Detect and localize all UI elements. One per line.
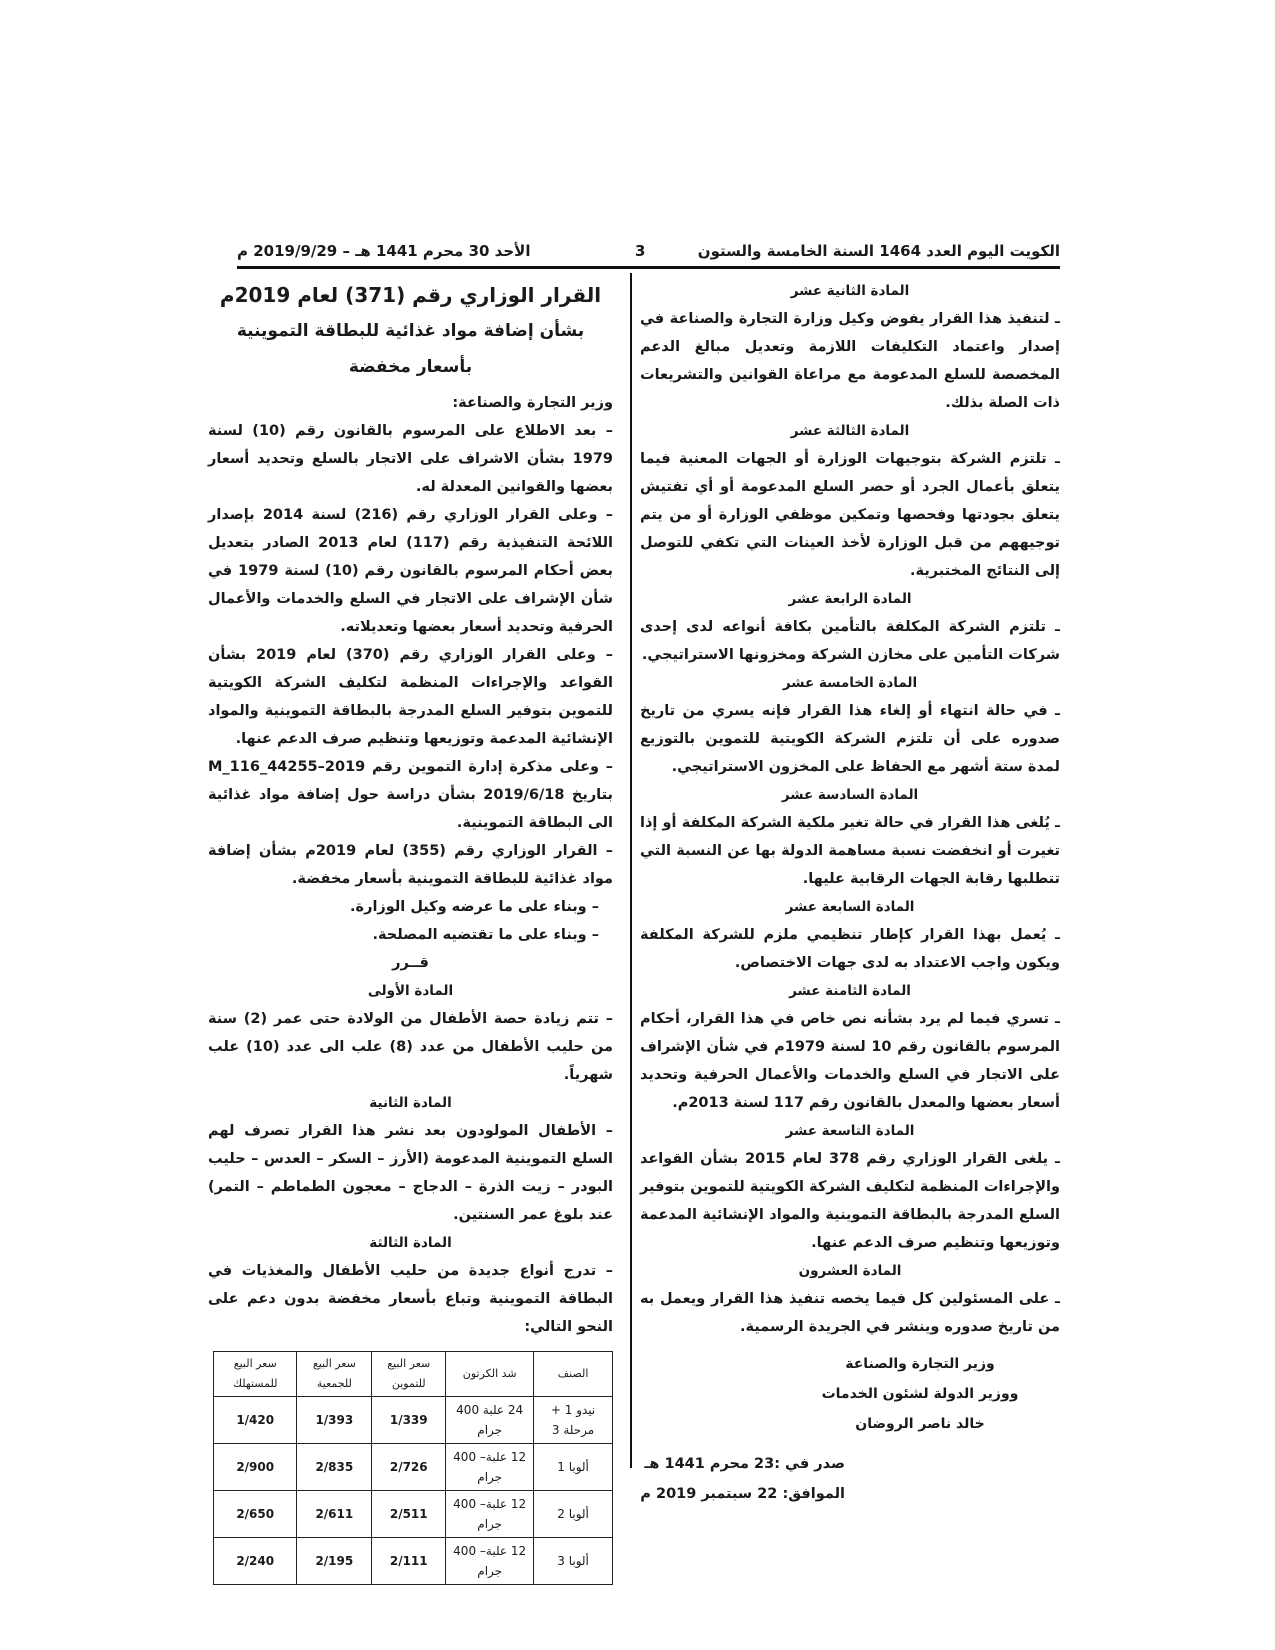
article-text: ـ يلغى القرار الوزاري رقم 378 لعام 2015 بشأن القواعد والإجراءات المنظمة لتكليف الشركة الكويتية للتموين بتوفير السلع المدرجة بالبطاقة التموينية والمواد الإنشائية المدعمة وتوزيعها وتنظيم صرف الدعم عنها. xyxy=(640,1151,1060,1251)
decided-heading: قــرر xyxy=(392,955,429,971)
table-row xyxy=(214,1491,613,1538)
table-cell: 24 علبة 400 جرام xyxy=(446,1397,534,1444)
preamble-item: – القرار الوزاري رقم (355) لعام 2019م بشأن إضافة مواد غذائية للبطاقة التموينية بأسعار مخفضة. xyxy=(208,843,613,887)
table-row xyxy=(214,1444,613,1491)
article-text: – الأطفال المولودون بعد نشر هذا القرار تصرف لهم السلع التموينية المدعومة (الأرز – السكر – العدس – حليب البودر – زيت الذرة – الدجاج – معجون الطماطم – التمر) عند بلوغ عمر السنتين. xyxy=(208,1123,613,1223)
column-divider xyxy=(630,273,632,1468)
table-header-row xyxy=(214,1352,613,1397)
article-text: ـ لتنفيذ هذا القرار يفوض وكيل وزارة التجارة والصناعة في إصدار واعتماد التكليفات اللازمة وتعديل مبالغ الدعم المخصصة للسلع المدعومة مع مراعاة القوانين والتشريعات ذات الصلة بذلك. xyxy=(640,311,1060,411)
table-cell: 2/611 xyxy=(297,1491,372,1538)
article-text: ـ يُعمل بهذا القرار كإطار تنظيمي ملزم للشركة المكلفة ويكون واجب الاعتداد به لدى جهات الاختصاص. xyxy=(640,927,1060,971)
minister-heading: وزير التجارة والصناعة: xyxy=(452,395,613,411)
table-cell: 2/111 xyxy=(372,1538,446,1585)
article-text: – تتم زيادة حصة الأطفال من الولادة حتى عمر (2) سنة من حليب الأطفال من عدد (8) علب الى عدد (10) علب شهرياً. xyxy=(208,1011,613,1083)
article-text: ـ تلتزم الشركة بتوجيهات الوزارة أو الجهات المعنية فيما يتعلق بأعمال الجرد أو حصر السلع المدعومة أو أي تفتيش يتعلق بجودتها وفحصها وتمكين موظفي الوزارة أو من يتم توجيههم من قبل الوزارة لأخذ العينات التي تكفي للتوصل إلى النتائج المختبرية. xyxy=(640,451,1060,579)
table-cell: 12 علبة– 400 جرام xyxy=(446,1538,534,1585)
left-column xyxy=(208,277,613,1585)
right-column xyxy=(640,277,1060,1509)
table-header-cell: شد الكرتون xyxy=(446,1352,534,1397)
article-17 xyxy=(640,893,1060,977)
table-cell: 1/393 xyxy=(297,1397,372,1444)
article-18 xyxy=(640,977,1060,1117)
table-cell: ألوبا 3 xyxy=(534,1538,613,1585)
preamble-item: – بعد الاطلاع على المرسوم بالقانون رقم (10) لسنة 1979 بشأن الاشراف على الاتجار بالسلع وتحديد أسعار بعضها والقوانين المعدلة له. xyxy=(208,423,613,495)
signatory-title-1: وزير التجارة والصناعة xyxy=(845,1356,995,1372)
article-title: المادة الثالثة xyxy=(369,1235,452,1251)
gazette-issue-info: الكويت اليوم العدد 1464 السنة الخامسة والستون xyxy=(697,242,1060,260)
article-text: ـ تلتزم الشركة المكلفة بالتأمين بكافة أنواعه لدى إحدى شركات التأمين على مخازن الشركة ومخزونها الاستراتيجي. xyxy=(640,619,1060,663)
preamble-item: – وعلى مذكرة إدارة التموين رقم M_116_44255–2019 بتاريخ 2019/6/18 بشأن دراسة حول إضافة مواد غذائية الى البطاقة التموينية. xyxy=(208,759,613,831)
article-title: المادة الرابعة عشر xyxy=(788,591,912,607)
table-cell: 1/420 xyxy=(214,1397,297,1444)
article-title: المادة الثالثة عشر xyxy=(790,423,910,439)
signature-block xyxy=(640,1349,1060,1439)
table-cell: 2/900 xyxy=(214,1444,297,1491)
article-text: ـ يُلغى هذا القرار في حالة تغير ملكية الشركة المكلفة أو إذا تغيرت أو انخفضت نسبة مساهمة الدولة بها عن النسبة التي تتطلبها رقابة الجهات الرقابية عليها. xyxy=(640,815,1060,887)
signatory-name: خالد ناصر الروضان xyxy=(855,1416,985,1432)
price-table xyxy=(213,1351,613,1585)
page-header xyxy=(237,240,1060,266)
table-header-cell: سعر البيع للتموين xyxy=(372,1352,446,1397)
article-14 xyxy=(640,585,1060,669)
article-text: ـ تسري فيما لم يرد بشأنه نص خاص في هذا القرار، أحكام المرسوم بالقانون رقم 10 لسنة 1979م في شأن الإشراف على الاتجار في السلع والخدمات والأعمال الحرفية وتحديد أسعار بعضها والمعدل بالقانون رقم 117 لسنة 2013م. xyxy=(640,1011,1060,1111)
table-header-cell: سعر البيع للمستهلك xyxy=(214,1352,297,1397)
issued-date-gregorian: الموافق: 22 سبتمبر 2019 م xyxy=(640,1486,845,1502)
table-cell: 2/650 xyxy=(214,1491,297,1538)
article-13 xyxy=(640,417,1060,585)
decree-subtitle: بشأن إضافة مواد غذائية للبطاقة التموينية بأسعار مخفضة xyxy=(236,321,585,377)
article-15 xyxy=(640,669,1060,781)
preamble-item: – وبناء على ما عرضه وكيل الوزارة. xyxy=(350,899,599,915)
issue-date: الأحد 30 محرم 1441 هـ – 2019/9/29 م xyxy=(237,242,531,260)
article-text: ـ في حالة انتهاء أو إلغاء هذا القرار فإنه يسري من تاريخ صدوره على أن تلتزم الشركة الكويتية للتموين بالتوزيع لمدة ستة أشهر مع الحفاظ على المخزون الاستراتيجي. xyxy=(640,703,1060,775)
article-19 xyxy=(640,1117,1060,1257)
header-rule xyxy=(237,266,1060,269)
signatory-title-2: ووزير الدولة لشئون الخدمات xyxy=(821,1386,1019,1402)
table-cell: 1/339 xyxy=(372,1397,446,1444)
table-cell: 12 علبة– 400 جرام xyxy=(446,1444,534,1491)
table-cell: 2/240 xyxy=(214,1538,297,1585)
table-cell: نيدو 1 + مرحلة 3 xyxy=(534,1397,613,1444)
table-cell: 2/195 xyxy=(297,1538,372,1585)
article-title: المادة السابعة عشر xyxy=(785,899,915,915)
article-16 xyxy=(640,781,1060,893)
table-cell: 2/511 xyxy=(372,1491,446,1538)
table-header-cell: سعر البيع للجمعية xyxy=(297,1352,372,1397)
table-cell: ألوبا 2 xyxy=(534,1491,613,1538)
page-number: 3 xyxy=(635,242,646,260)
article-title: المادة التاسعة عشر xyxy=(785,1123,915,1139)
article-title: المادة الأولى xyxy=(367,983,454,999)
article-20 xyxy=(640,1257,1060,1341)
article-text: – تدرج أنواع جديدة من حليب الأطفال والمغذيات في البطاقة التموينية وتباع بأسعار مخفضة بدون دعم على النحو التالي: xyxy=(208,1263,613,1335)
table-header-cell: الصنف xyxy=(534,1352,613,1397)
article-text: ـ على المسئولين كل فيما يخصه تنفيذ هذا القرار ويعمل به من تاريخ صدوره وينشر في الجريدة الرسمية. xyxy=(640,1291,1060,1335)
article-12 xyxy=(640,277,1060,417)
article-title: المادة الثانية عشر xyxy=(790,283,910,299)
article-title: المادة الخامسة عشر xyxy=(782,675,918,691)
table-cell: 2/835 xyxy=(297,1444,372,1491)
table-cell: 2/726 xyxy=(372,1444,446,1491)
preamble-item: – وعلى القرار الوزاري رقم (216) لسنة 2014 بإصدار اللائحة التنفيذية رقم (117) لعام 2013 الصادر بتعديل بعض أحكام المرسوم بالقانون رقم (10) لسنة 1979 في شأن الإشراف على الاتجار في السلع والخدمات والأعمال الحرفية وتحديد أسعار بعضها وتعديلاته. xyxy=(208,507,613,635)
preamble-item: – وعلى القرار الوزاري رقم (370) لعام 2019 بشأن القواعد والإجراءات المنظمة لتكليف الشركة الكويتية للتموين بتوفير السلع المدرجة بالبطاقة التموينية والمواد الإنشائية المدعمة وتوزيعها وتنظيم صرف الدعم عنها. xyxy=(208,647,613,747)
article-title: المادة الثامنة عشر xyxy=(789,983,911,999)
table-cell: 12 علبة– 400 جرام xyxy=(446,1491,534,1538)
article-title: المادة السادسة عشر xyxy=(781,787,919,803)
table-cell: ألوبا 1 xyxy=(534,1444,613,1491)
table-row xyxy=(214,1538,613,1585)
table-row xyxy=(214,1397,613,1444)
article-title: المادة العشرون xyxy=(798,1263,902,1279)
article-title: المادة الثانية xyxy=(369,1095,452,1111)
issued-date-hijri: صدر في :23 محرم 1441 هـ xyxy=(644,1456,845,1472)
preamble-item: – وبناء على ما تقتضيه المصلحة. xyxy=(372,927,599,943)
decree-title: القرار الوزاري رقم (371) لعام 2019م xyxy=(219,283,602,307)
